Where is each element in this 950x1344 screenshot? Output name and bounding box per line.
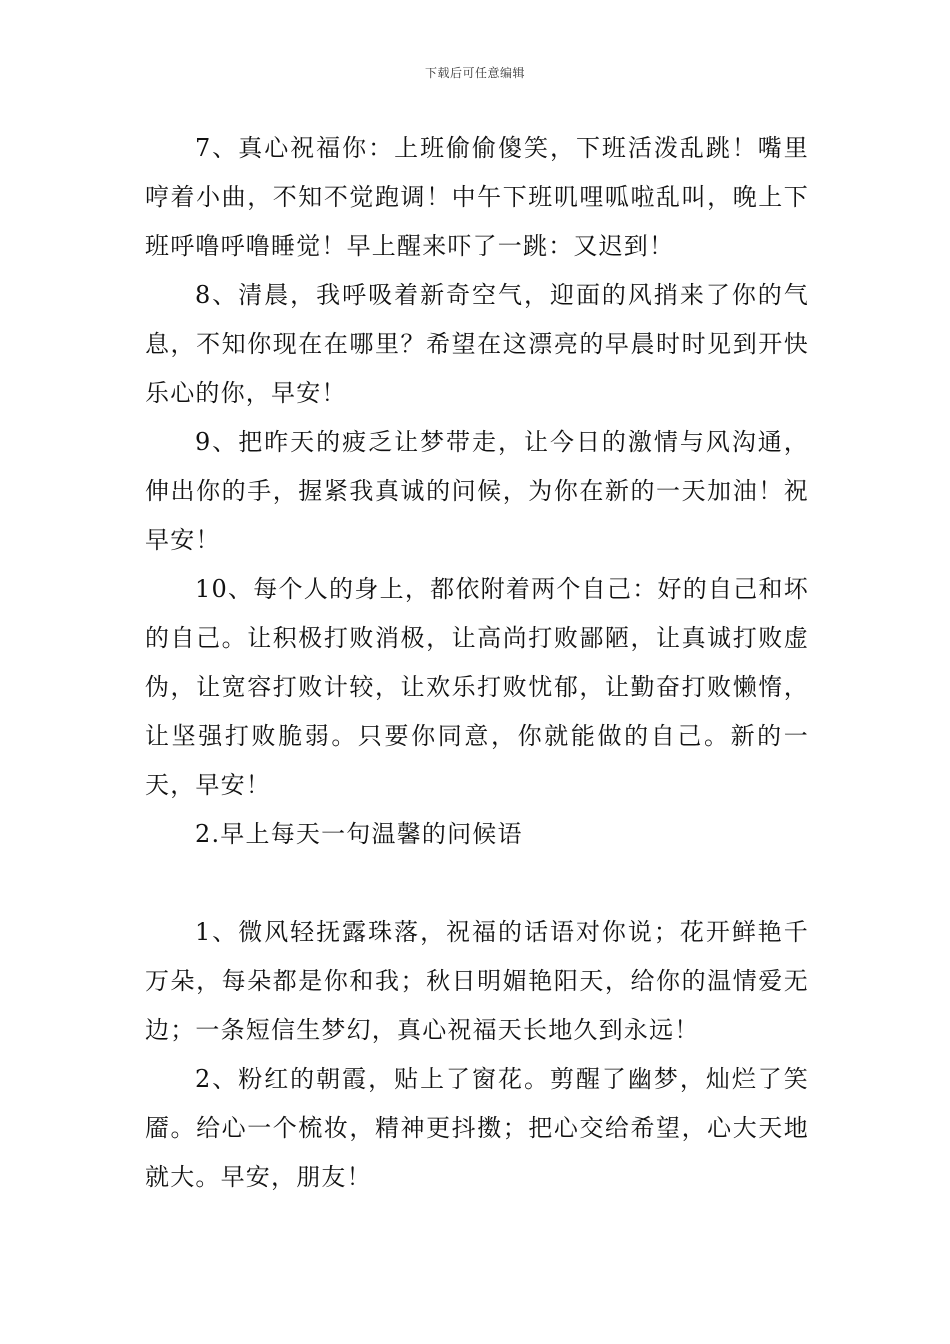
paragraph-10: 10、每个人的身上，都依附着两个自己：好的自己和坏的自己。让积极打败消极，让高尚打败鄙陋，让真诚打败虚伪，让宽容打败计较，让欢乐打败忧郁，让勤奋打败懒惰，让坚强打败脆弱。只要你同意，你就能做的自己。新的一天，早安！: [145, 575, 809, 799]
document-body: [145, 124, 809, 1202]
paragraph-7: 7、真心祝福你：上班偷偷傻笑，下班活泼乱跳！嘴里哼着小曲，不知不觉跑调！中午下班叽哩呱啦乱叫，晚上下班呼噜呼噜睡觉！早上醒来吓了一跳：又迟到！: [145, 134, 809, 260]
paragraph-9: 9、把昨天的疲乏让梦带走，让今日的激情与风沟通，伸出你的手，握紧我真诚的问候，为你在新的一天加油！祝早安！: [145, 428, 809, 554]
section2-paragraph-1: 1、微风轻抚露珠落，祝福的话语对你说；花开鲜艳千万朵，每朵都是你和我；秋日明媚艳阳天，给你的温情爱无边；一条短信生梦幻，真心祝福天长地久到永远！: [145, 918, 809, 1044]
section-heading: 2.早上每天一句温馨的问候语: [195, 820, 523, 848]
section2-paragraph-2: 2、粉红的朝霞，贴上了窗花。剪醒了幽梦，灿烂了笑靥。给心一个梳妆，精神更抖擞；把心交给希望，心大天地就大。早安，朋友！: [145, 1065, 809, 1191]
section-spacer: [145, 859, 809, 908]
page-header-note: 下载后可任意编辑: [424, 66, 525, 80]
paragraph-8: 8、清晨，我呼吸着新奇空气，迎面的风捎来了你的气息，不知你现在在哪里？希望在这漂亮的早晨时时见到开快乐心的你，早安！: [145, 281, 809, 407]
